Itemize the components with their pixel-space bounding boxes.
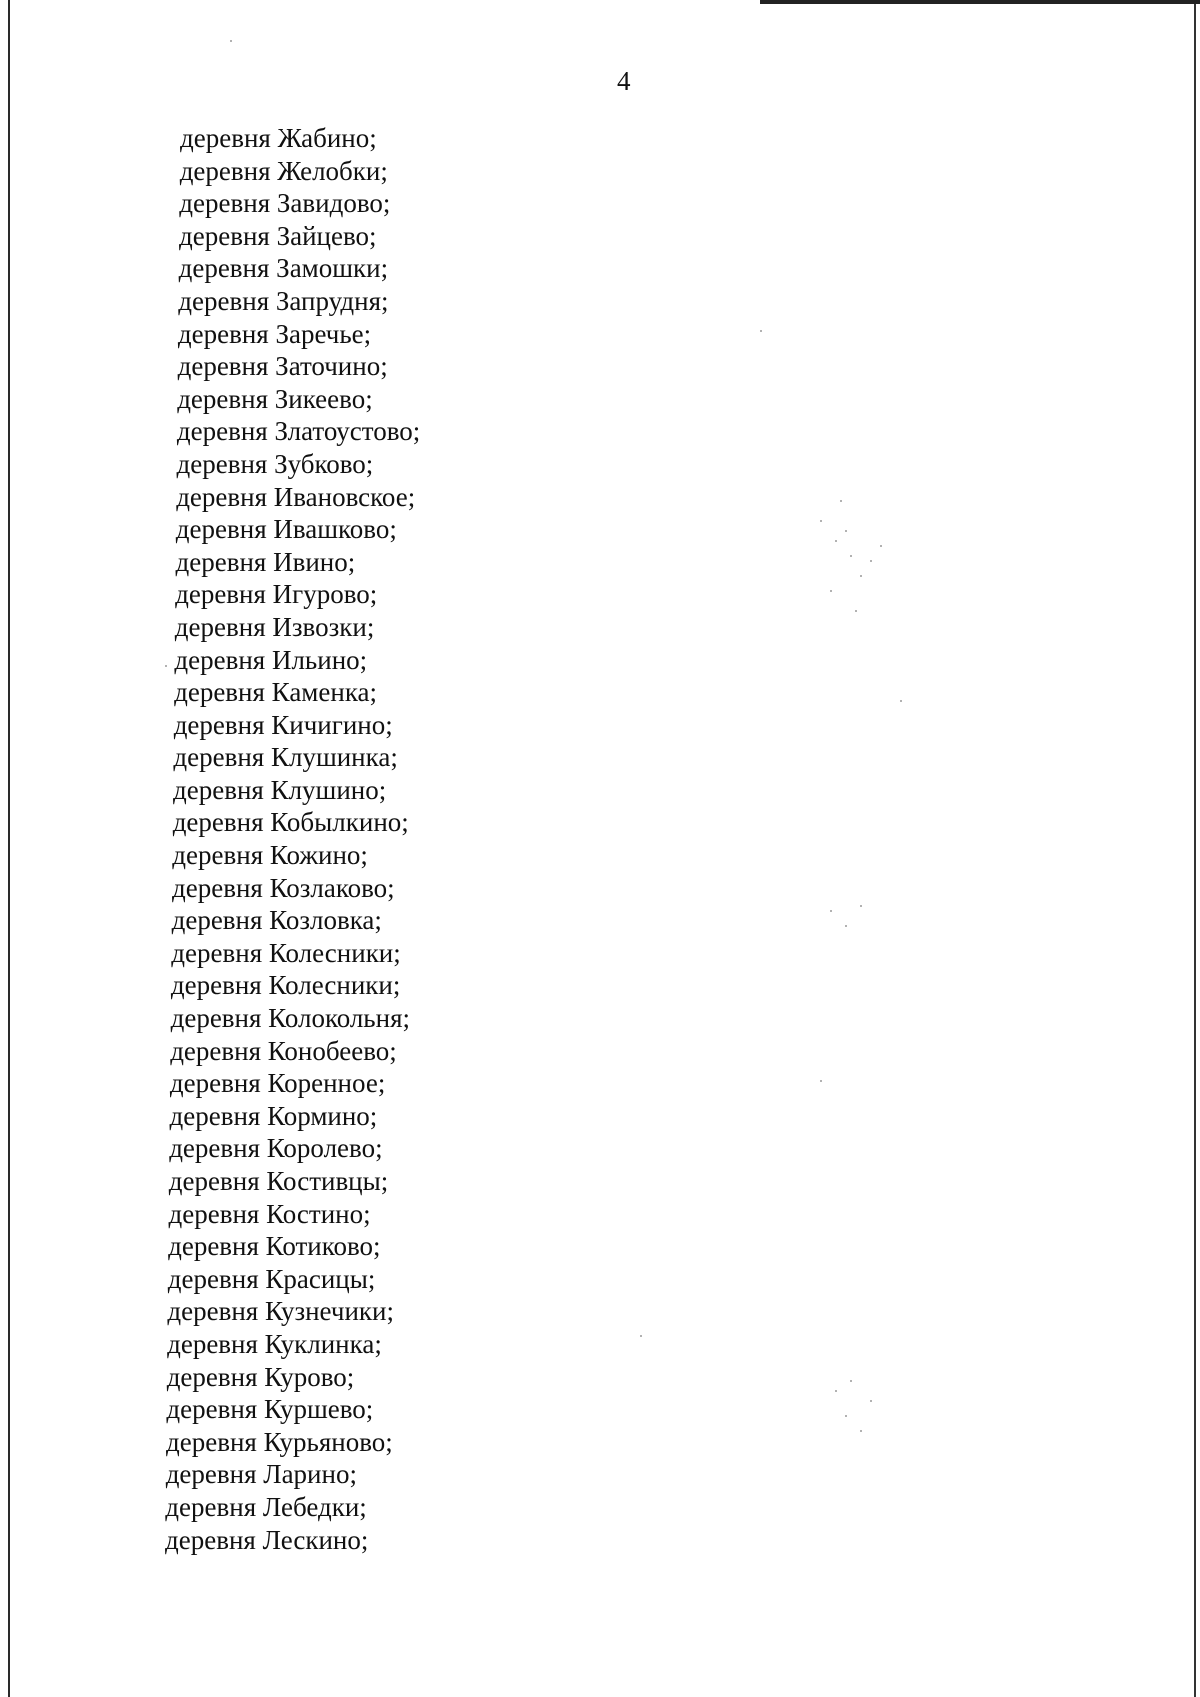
list-item: деревня Конобеево; <box>170 1035 397 1066</box>
list-item: деревня Игурово; <box>175 579 378 610</box>
list-item: деревня Ивашково; <box>175 514 397 545</box>
list-item: деревня Клушино; <box>173 774 387 805</box>
list-item: деревня Лескино; <box>165 1524 369 1555</box>
list-item: деревня Зикеево; <box>177 383 373 414</box>
list-item: деревня Красицы; <box>167 1263 376 1294</box>
list-item: деревня Замошки; <box>178 253 389 284</box>
scan-edge-top <box>760 0 1200 4</box>
list-item: деревня Каменка; <box>174 677 378 708</box>
list-item: деревня Кузнечики; <box>167 1296 394 1327</box>
list-item: деревня Куклинка; <box>167 1328 382 1359</box>
list-item: деревня Заречье; <box>177 318 372 349</box>
list-item: деревня Ильино; <box>174 644 368 675</box>
list-item: деревня Кичигино; <box>173 709 393 740</box>
list-item: деревня Ивановское; <box>176 481 416 512</box>
scan-edge-right <box>1194 0 1196 1697</box>
village-list <box>0 122 420 1556</box>
list-item: деревня Курьяново; <box>166 1426 393 1457</box>
list-item: деревня Кормино; <box>169 1100 378 1131</box>
list-item: деревня Колокольня; <box>170 1003 410 1034</box>
list-item: деревня Куршево; <box>166 1394 374 1425</box>
list-item: деревня Извозки; <box>174 611 375 642</box>
list-item: деревня Козловка; <box>171 905 382 936</box>
list-item: деревня Курово; <box>166 1361 355 1392</box>
list-item: деревня Кобылкино; <box>172 807 409 838</box>
list-item: деревня Жабино; <box>180 123 377 153</box>
list-item: деревня Лебедки; <box>165 1491 367 1522</box>
list-item: деревня Зубково; <box>176 448 374 479</box>
list-item: деревня Златоустово; <box>176 416 421 447</box>
list-item: деревня Запрудня; <box>178 285 389 316</box>
list-item: деревня Колесники; <box>171 937 401 968</box>
list-item: деревня Заточино; <box>177 351 388 382</box>
list-item: деревня Ивино; <box>175 546 356 577</box>
list-item: деревня Завидово; <box>179 188 391 219</box>
list-item: деревня Клушинка; <box>173 742 398 773</box>
list-item: деревня Зайцево; <box>179 220 377 251</box>
list-item: деревня Котиково; <box>168 1231 381 1262</box>
list-item: деревня Кожино; <box>172 840 368 871</box>
list-item: деревня Желобки; <box>179 155 388 186</box>
list-item: деревня Коренное; <box>169 1068 386 1099</box>
list-item: деревня Костино; <box>168 1198 371 1229</box>
page-number: 4 <box>617 66 631 96</box>
list-item: деревня Колесники; <box>170 970 401 1001</box>
list-item: деревня Костивцы; <box>168 1166 389 1196</box>
list-item: деревня Козлаково; <box>172 872 395 903</box>
list-item: деревня Королево; <box>169 1133 383 1164</box>
list-item: деревня Ларино; <box>165 1459 357 1490</box>
